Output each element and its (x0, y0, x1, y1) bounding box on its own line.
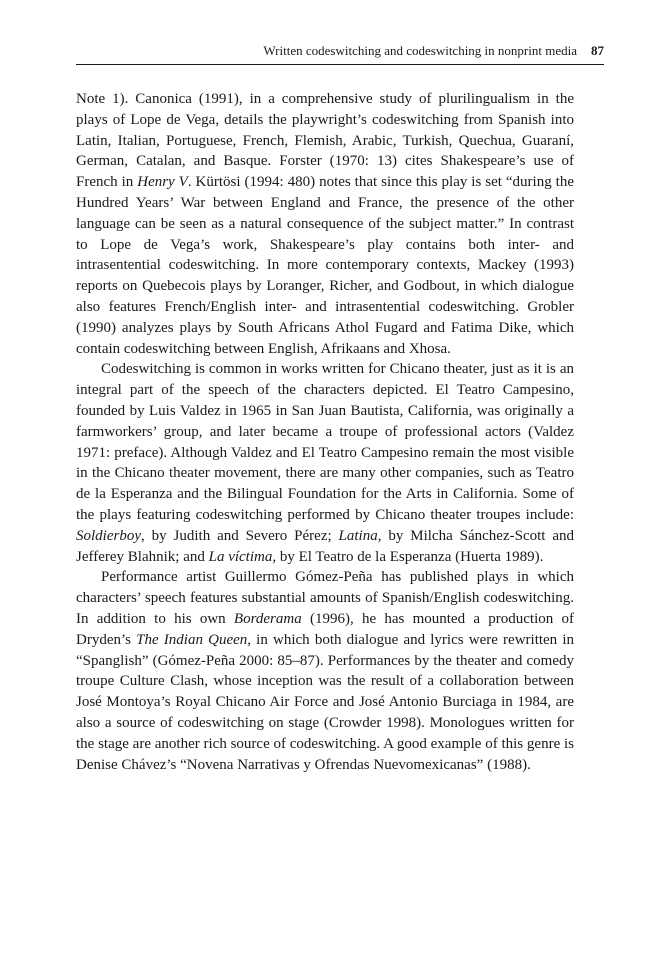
text-segment: , by El Teatro de la Esperanza (Huerta 1989). (272, 548, 544, 565)
italic-title: The Indian Queen (136, 631, 248, 648)
italic-title: Soldierboy (76, 527, 141, 544)
text-segment: Note 1). Canonica (1991), in a comprehensive study of plurilingualism in the plays of Lope de Vega, details the playwright’s codeswitching from Spanish into Latin, Italian, Portuguese, French, Flemish, Arabic, Turkish, Quechua, Guaraní, German, Catalan, and Basque. Forster (1970: 13) cites Shakespeare’s use of French in (76, 91, 574, 191)
text-segment: , in which both dialogue and lyrics were rewritten in “Spanglish” (Gómez-Peña 2000: 85–87). Performances by the theater and comedy troupe Culture Clash, whose inception was the result of a collaboration between José Montoya’s Royal Chicano Air Force and José Antonio Burciaga in 1984, are also a source of codeswitching on stage (Crowder 1998). Monologues written for the stage are another rich source of codeswitching. A good example of this genre is Denise Chávez’s “Novena Narrativas y Ofrendas Nuevomexicanas” (1988). (76, 631, 575, 773)
header-rule (76, 64, 604, 65)
page-number: 87 (591, 43, 604, 58)
italic-title: Borderama (233, 610, 302, 627)
text-segment: . Kürtösi (1994: 480) notes that since this play is set “during the Hundred Years’ War between England and France, the presence of the other language can be seen as a natural consequence of the subject matter.” In contrast to Lope de Vega’s work, Shakespeare’s play contains both inter- and intrasentential codeswitching. In more contemporary contexts, Mackey (1993) reports on Quebecois plays by Loranger, Richer, and Godbout, in which dialogue also features French/English inter- and intrasentential codeswitching. Grobler (1990) analyzes plays by South Africans Athol Fugard and Fatima Dike, which contain codeswitching between English, Afrikaans and Xhosa. (76, 174, 574, 357)
paragraph (76, 567, 574, 775)
body-text (76, 89, 574, 775)
text-segment: Codeswitching is common in works written for Chicano theater, just as it is an integral part of the speech of the characters depicted. El Teatro Campesino, founded by Luis Valdez in 1965 in San Juan Bautista, California, was originally a farmworkers’ group, and later became a troupe of professional actors (Valdez 1971: preface). Although Valdez and El Teatro Campesino remain the most visible in the Chicano theater movement, there are many other companies, such as Teatro de la Esperanza and the Bilingual Foundation for the Arts in California. Some of the plays featuring codeswitching performed by Chicano theater troupes include: (76, 361, 574, 523)
text-segment: , by Milcha Sánchez-Scott and Jefferey Blahnik; and (76, 527, 574, 565)
italic-title: La víctima (208, 548, 273, 565)
text-segment: Performance artist Guillermo Gómez-Peña has published plays in which characters’ speech features substantial amounts of Spanish/English codeswitching. In addition to his own (76, 569, 574, 627)
text-segment: , by Judith and Severo Pérez; (141, 527, 339, 544)
text-segment: (1996), he has mounted a production of Dryden’s (76, 610, 574, 648)
running-title: Written codeswitching and codeswitching in nonprint media (263, 43, 577, 58)
running-header (76, 40, 604, 62)
paragraph (76, 89, 574, 359)
italic-title: Latina (338, 527, 378, 544)
italic-title: Henry V (137, 174, 188, 191)
paragraph (76, 359, 574, 567)
